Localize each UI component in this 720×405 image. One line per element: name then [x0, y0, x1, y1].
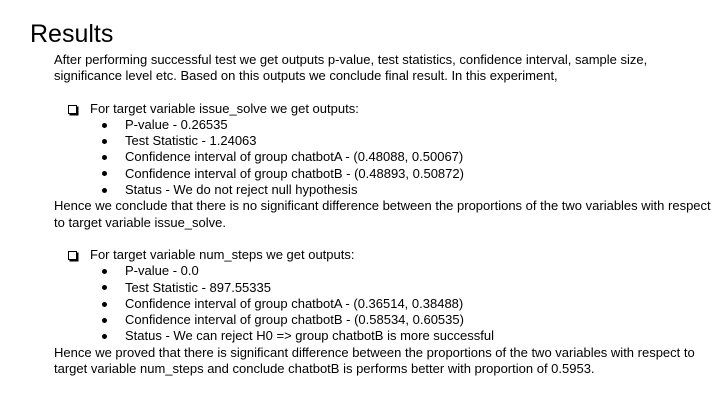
- list-item: [54, 280, 714, 296]
- intro-paragraph: After performing successful test we get outputs p-value, test statistics, confidence interval, sample size, significance level etc. Based on this outputs we conclude final result. In this experiment,: [54, 52, 648, 84]
- bullet-text: Confidence interval of group chatbotB - (0.48893, 0.50872): [125, 165, 464, 181]
- bullet-dot-icon: [102, 155, 107, 160]
- result-section-issue-solve: [54, 101, 714, 231]
- list-item: [54, 117, 714, 133]
- list-item: [54, 312, 714, 328]
- bullet-dot-icon: [102, 188, 107, 193]
- list-item: [54, 149, 714, 165]
- bullet-text: P-value - 0.26535: [125, 116, 228, 132]
- bullet-dot-icon: [102, 171, 107, 176]
- list-item: [54, 263, 714, 279]
- section-heading: For target variable issue_solve we get outputs:: [90, 100, 359, 116]
- bullet-list: [54, 263, 714, 344]
- result-section-num-steps: [54, 247, 714, 377]
- bullet-dot-icon: [102, 285, 107, 290]
- bullet-dot-icon: [102, 318, 107, 323]
- bullet-dot-icon: [102, 334, 107, 339]
- bullet-text: Status - We do not reject null hypothesis: [125, 182, 358, 198]
- page-title: Results: [30, 20, 114, 48]
- list-item: [54, 166, 714, 182]
- bullet-text: Test Statistic - 1.24063: [125, 133, 257, 149]
- bullet-text: Test Statistic - 897.55335: [125, 279, 271, 295]
- section-heading: For target variable num_steps we get outputs:: [90, 246, 355, 262]
- slide-body: [54, 52, 714, 377]
- bullet-dot-icon: [102, 139, 107, 144]
- bullet-dot-icon: [102, 302, 107, 307]
- bullet-text: P-value - 0.0: [125, 263, 199, 279]
- list-item: [54, 133, 714, 149]
- bullet-dot-icon: [102, 269, 107, 274]
- section-heading-row: [54, 101, 714, 117]
- conclusion-paragraph: Hence we conclude that there is no significant difference between the proportions of the two variables with respect to target variable issue_solve.: [54, 198, 711, 230]
- list-item: [54, 182, 714, 198]
- bullet-text: Confidence interval of group chatbotA - (0.48088, 0.50067): [125, 149, 464, 165]
- list-item: [54, 296, 714, 312]
- section-heading-row: [54, 247, 714, 263]
- bullet-list: [54, 117, 714, 198]
- bullet-text: Confidence interval of group chatbotA - (0.36514, 0.38488): [125, 295, 464, 311]
- list-item: [54, 328, 714, 344]
- bullet-dot-icon: [102, 123, 107, 128]
- bullet-text: Confidence interval of group chatbotB - (0.58534, 0.60535): [125, 312, 464, 328]
- conclusion-paragraph: Hence we proved that there is significant difference between the proportions of the two variables with respect to target variable num_steps and conclude chatbotB is performs better with proportion of 0.5953.: [54, 344, 695, 377]
- bullet-text: Status - We can reject H0 => group chatbotB is more successful: [125, 328, 494, 344]
- checkbox-bullet-icon: [68, 251, 77, 260]
- checkbox-bullet-icon: [68, 105, 77, 114]
